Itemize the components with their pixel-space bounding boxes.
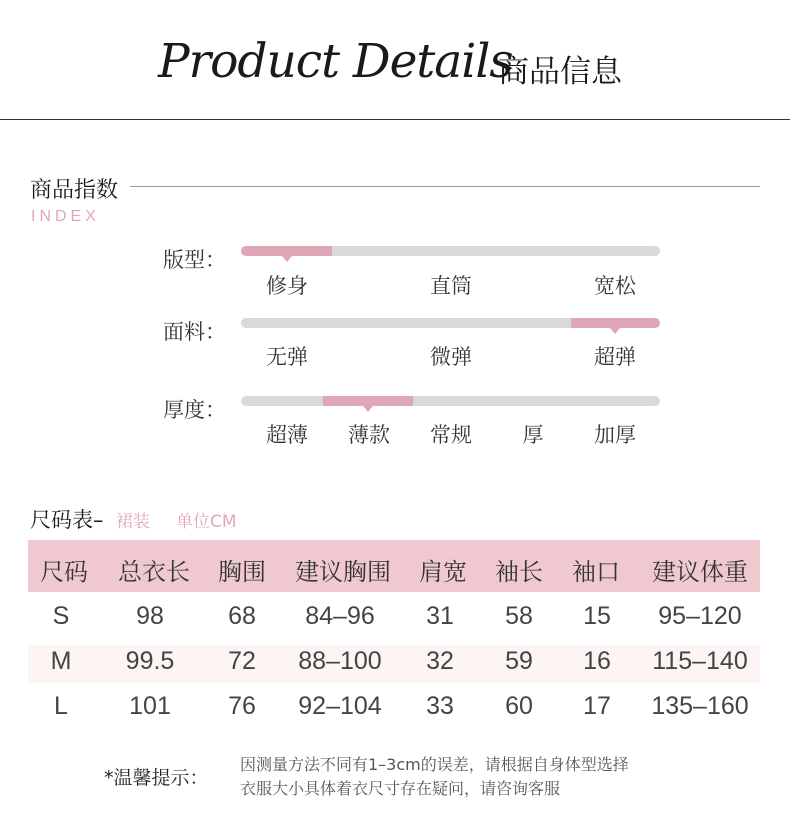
thickness-option-regular: 常规 bbox=[430, 423, 472, 447]
cell-suggested-weight: 115–140 bbox=[652, 647, 748, 675]
table-row bbox=[28, 600, 760, 638]
cell-sleeve-length: 60 bbox=[505, 692, 533, 720]
stretch-scale-fill bbox=[571, 318, 660, 328]
stretch-marker-icon bbox=[610, 328, 620, 334]
fit-option-straight: 直筒 bbox=[430, 274, 472, 298]
cell-sleeve-length: 58 bbox=[505, 602, 533, 630]
cell-length: 98 bbox=[136, 602, 164, 630]
thickness-scale-track bbox=[241, 396, 660, 406]
header-cuff: 袖口 bbox=[572, 558, 620, 586]
thickness-option-ultra-thin: 超薄 bbox=[266, 423, 308, 447]
table-row bbox=[28, 690, 760, 728]
size-table-category: 裙装 bbox=[116, 512, 150, 532]
cell-suggested-bust: 88–100 bbox=[298, 647, 382, 675]
header-size: 尺码 bbox=[40, 558, 88, 586]
cell-suggested-bust: 84–96 bbox=[305, 602, 375, 630]
thickness-option-thick: 厚 bbox=[522, 423, 544, 447]
fit-option-slim: 修身 bbox=[266, 274, 308, 298]
size-table-title: 尺码表– bbox=[30, 508, 104, 532]
cell-cuff: 16 bbox=[583, 647, 611, 675]
cell-suggested-weight: 95–120 bbox=[658, 602, 742, 630]
header-sleeve-length: 袖长 bbox=[495, 558, 543, 586]
title-chinese: 商品信息 bbox=[498, 54, 622, 90]
header-shoulder: 肩宽 bbox=[419, 558, 467, 586]
cell-cuff: 17 bbox=[583, 692, 611, 720]
fit-option-loose: 宽松 bbox=[594, 274, 636, 298]
header-suggested-bust: 建议胸围 bbox=[295, 558, 391, 586]
fit-label: 版型： bbox=[163, 248, 226, 272]
cell-size: L bbox=[54, 692, 68, 720]
cell-shoulder: 32 bbox=[426, 647, 454, 675]
cell-suggested-bust: 92–104 bbox=[298, 692, 382, 720]
note-line: 衣服大小具体着衣尺寸存在疑问，请咨询客服 bbox=[240, 779, 561, 798]
size-table-unit: 单位CM bbox=[176, 512, 237, 532]
cell-cuff: 15 bbox=[583, 602, 611, 630]
stretch-label: 面料： bbox=[163, 320, 226, 344]
index-section-title: 商品指数 bbox=[30, 178, 119, 203]
cell-length: 101 bbox=[129, 692, 171, 720]
cell-size: M bbox=[50, 647, 72, 675]
index-section-subtitle: INDEX bbox=[31, 208, 100, 225]
table-row bbox=[28, 645, 760, 683]
cell-bust: 76 bbox=[228, 692, 256, 720]
cell-size: S bbox=[52, 602, 70, 630]
cell-shoulder: 33 bbox=[426, 692, 454, 720]
thickness-label: 厚度： bbox=[163, 398, 226, 422]
fit-scale-track bbox=[241, 246, 660, 256]
cell-length: 99.5 bbox=[125, 647, 175, 675]
stretch-option-high: 超弹 bbox=[594, 345, 636, 369]
fit-scale-fill bbox=[241, 246, 332, 256]
thickness-option-extra-thick: 加厚 bbox=[594, 423, 636, 447]
cell-suggested-weight: 135–160 bbox=[651, 692, 749, 720]
size-table-header bbox=[28, 540, 760, 592]
thickness-scale-fill bbox=[323, 396, 413, 406]
stretch-option-slight: 微弹 bbox=[430, 345, 472, 369]
cell-bust: 72 bbox=[228, 647, 256, 675]
index-section-divider bbox=[130, 186, 760, 187]
note-line: 因测量方法不同有1–3cm的误差，请根据自身体型选择 bbox=[240, 755, 629, 774]
thickness-option-thin: 薄款 bbox=[348, 423, 390, 447]
title-english: Product Details bbox=[158, 34, 513, 89]
fit-marker-icon bbox=[282, 256, 292, 262]
header-divider bbox=[0, 119, 790, 120]
stretch-scale-track bbox=[241, 318, 660, 328]
cell-shoulder: 31 bbox=[426, 602, 454, 630]
cell-bust: 68 bbox=[228, 602, 256, 630]
header-bust: 胸围 bbox=[218, 558, 266, 586]
thickness-marker-icon bbox=[363, 406, 373, 412]
header-suggested-weight: 建议体重 bbox=[652, 558, 748, 586]
note-label: *温馨提示： bbox=[104, 767, 209, 789]
header-length: 总衣长 bbox=[118, 558, 190, 586]
cell-sleeve-length: 59 bbox=[505, 647, 533, 675]
stretch-option-none: 无弹 bbox=[266, 345, 308, 369]
